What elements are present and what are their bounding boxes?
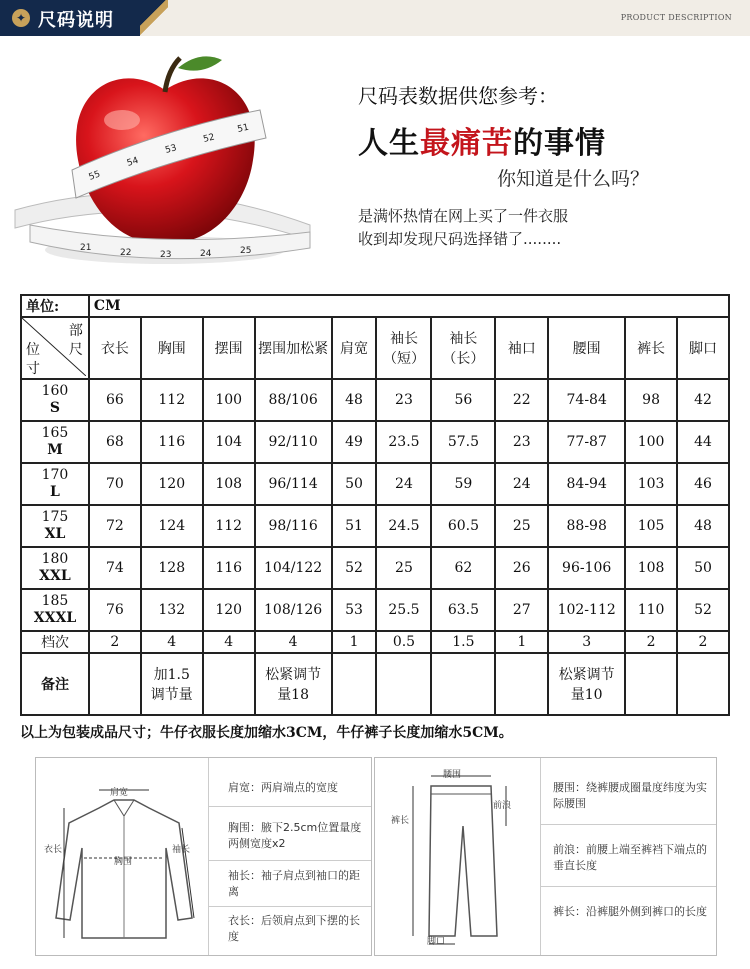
- header-subtitle: PRODUCT DESCRIPTION: [620, 13, 732, 22]
- size-value-cell: 44: [677, 421, 729, 463]
- col-header: 衣长: [89, 317, 141, 379]
- size-value-cell: 53: [332, 589, 377, 631]
- remark-row: [21, 653, 729, 715]
- svg-text:22: 22: [120, 248, 132, 258]
- header-bar: [0, 0, 750, 36]
- size-label-cell: [21, 379, 89, 421]
- header-row: [21, 317, 729, 379]
- size-label-cell: [21, 421, 89, 463]
- svg-text:24: 24: [200, 249, 212, 259]
- pants-divider: [540, 758, 541, 955]
- size-value-cell: 48: [332, 379, 377, 421]
- corner-cun: 寸: [26, 361, 40, 377]
- intro-question: 你知道是什么吗？: [497, 168, 650, 190]
- size-value-cell: 132: [141, 589, 203, 631]
- remark-cell: [495, 653, 548, 715]
- size-value-cell: 120: [141, 463, 203, 505]
- grade-cell: 1: [495, 631, 548, 653]
- shirt-label-shoulder: 肩宽: [110, 788, 129, 798]
- note-divider: [208, 906, 371, 907]
- col-header: 摆围加松紧: [255, 317, 332, 379]
- grade-cell: 4: [255, 631, 332, 653]
- col-header: 袖长（长）: [431, 317, 495, 379]
- remark-cell: [332, 653, 377, 715]
- size-value-cell: 48: [677, 505, 729, 547]
- size-value-cell: 108: [625, 547, 677, 589]
- grade-cell: 0.5: [376, 631, 431, 653]
- grade-cell: 4: [203, 631, 255, 653]
- size-value-cell: 23.5: [376, 421, 431, 463]
- pants-diagram: [391, 766, 531, 951]
- size-value-cell: 25: [376, 547, 431, 589]
- shirt-divider: [208, 758, 209, 955]
- note-divider: [208, 860, 371, 861]
- size-value-cell: 84-94: [548, 463, 625, 505]
- size-label-cell: [21, 547, 89, 589]
- size-value-cell: 50: [677, 547, 729, 589]
- intro-headline: [358, 118, 606, 162]
- svg-text:55: 55: [87, 169, 102, 183]
- unit-row: [21, 295, 729, 317]
- pants-label-waist: 腰围: [443, 770, 462, 780]
- headline-red: 最痛苦: [420, 126, 513, 161]
- size-value-cell: 98/116: [255, 505, 332, 547]
- intro-line: 尺码表数据供您参考：: [358, 84, 558, 108]
- size-value-cell: 96-106: [548, 547, 625, 589]
- size-value-cell: 24: [376, 463, 431, 505]
- size-value-cell: 116: [141, 421, 203, 463]
- svg-text:52: 52: [202, 132, 216, 145]
- corner-bu: 部: [68, 323, 83, 339]
- intro-body-line1: 是满怀热情在网上买了一件衣服: [358, 207, 569, 225]
- size-row: [21, 379, 729, 421]
- size-value-cell: 96/114: [255, 463, 332, 505]
- size-value-cell: 108: [203, 463, 255, 505]
- intro-body-line2: 收到却发现尺码选择错了........: [358, 230, 562, 248]
- size-value-cell: 62: [431, 547, 495, 589]
- svg-text:53: 53: [164, 143, 178, 156]
- note-divider: [540, 824, 716, 825]
- height-number: 180: [41, 551, 69, 567]
- size-value-cell: 22: [495, 379, 548, 421]
- svg-text:51: 51: [236, 122, 250, 135]
- size-value-cell: 49: [332, 421, 377, 463]
- height-number: 160: [41, 383, 69, 399]
- size-value-cell: 102-112: [548, 589, 625, 631]
- col-header: 肩宽: [332, 317, 377, 379]
- shirt-label-length: 衣长: [44, 845, 63, 855]
- size-value-cell: 57.5: [431, 421, 495, 463]
- size-value-cell: 23: [376, 379, 431, 421]
- size-value-cell: 108/126: [255, 589, 332, 631]
- size-label-cell: [21, 589, 89, 631]
- height-number: 165: [41, 425, 69, 441]
- shirt-note: 袖长：袖子肩点到袖口的距离: [228, 869, 360, 898]
- size-code: XXL: [39, 568, 71, 584]
- size-value-cell: 92/110: [255, 421, 332, 463]
- size-value-cell: 76: [89, 589, 141, 631]
- col-header: 袖口: [495, 317, 548, 379]
- grade-label: 档次: [21, 631, 89, 653]
- size-value-cell: 77-87: [548, 421, 625, 463]
- svg-text:54: 54: [125, 155, 140, 169]
- size-value-cell: 27: [495, 589, 548, 631]
- remark-cell: [203, 653, 255, 715]
- grade-cell: 2: [625, 631, 677, 653]
- size-value-cell: 112: [141, 379, 203, 421]
- size-value-cell: 24.5: [376, 505, 431, 547]
- pants-label-rise: 前浪: [493, 801, 512, 811]
- size-code: M: [47, 442, 63, 458]
- remark-cell: [89, 653, 141, 715]
- size-row: [21, 421, 729, 463]
- footnote: 以上为包装成品尺寸；牛仔衣服长度加缩水3CM，牛仔裤子长度加缩水5CM。: [20, 725, 513, 741]
- shirt-label-chest: 胸围: [114, 857, 133, 867]
- headline-post: 的事情: [513, 126, 606, 161]
- size-code: L: [50, 484, 60, 500]
- remark-waist: 松紧调节量10: [548, 653, 625, 715]
- pants-note: 前浪：前腰上端至裤裆下端点的垂直长度: [553, 843, 707, 872]
- size-row: [21, 505, 729, 547]
- size-value-cell: 25: [495, 505, 548, 547]
- size-chart-table: [20, 294, 730, 716]
- size-value-cell: 120: [203, 589, 255, 631]
- size-value-cell: 60.5: [431, 505, 495, 547]
- note-divider: [208, 806, 371, 807]
- size-value-cell: 128: [141, 547, 203, 589]
- size-value-cell: 68: [89, 421, 141, 463]
- size-label-cell: [21, 505, 89, 547]
- grade-row: [21, 631, 729, 653]
- size-value-cell: 66: [89, 379, 141, 421]
- note-divider: [540, 886, 716, 887]
- grade-cell: 2: [89, 631, 141, 653]
- height-number: 185: [41, 593, 69, 609]
- shirt-note: 衣长：后领肩点到下摆的长度: [228, 914, 360, 943]
- unit-value: CM: [89, 295, 729, 317]
- col-header: 脚口: [677, 317, 729, 379]
- size-value-cell: 56: [431, 379, 495, 421]
- shirt-note: 肩宽：两肩端点的宽度: [228, 781, 338, 794]
- col-header: 腰围: [548, 317, 625, 379]
- size-value-cell: 105: [625, 505, 677, 547]
- headline-pre: 人生: [358, 126, 420, 161]
- svg-text:21: 21: [80, 243, 92, 253]
- size-value-cell: 52: [332, 547, 377, 589]
- size-row: [21, 463, 729, 505]
- size-code: XXXL: [33, 610, 77, 626]
- corner-diagonal: [22, 318, 86, 376]
- size-value-cell: 74: [89, 547, 141, 589]
- size-value-cell: 59: [431, 463, 495, 505]
- size-value-cell: 88/106: [255, 379, 332, 421]
- svg-text:23: 23: [160, 250, 172, 260]
- size-value-cell: 100: [203, 379, 255, 421]
- size-value-cell: 42: [677, 379, 729, 421]
- pants-guide-panel: [374, 757, 717, 956]
- pants-label-length: 裤长: [391, 816, 410, 826]
- size-code: XL: [44, 526, 66, 542]
- size-value-cell: 104: [203, 421, 255, 463]
- corner-chi: 尺: [68, 342, 83, 358]
- remark-cell: [376, 653, 431, 715]
- height-number: 175: [41, 509, 69, 525]
- size-value-cell: 104/122: [255, 547, 332, 589]
- grade-cell: 2: [677, 631, 729, 653]
- size-value-cell: 116: [203, 547, 255, 589]
- size-value-cell: 24: [495, 463, 548, 505]
- size-row: [21, 547, 729, 589]
- size-value-cell: 70: [89, 463, 141, 505]
- remark-chest: 加1.5调节量: [141, 653, 203, 715]
- size-value-cell: 112: [203, 505, 255, 547]
- size-value-cell: 74-84: [548, 379, 625, 421]
- remark-cell: [431, 653, 495, 715]
- shirt-note: 胸围：腋下2.5cm位置量度两侧宽度x2: [228, 821, 362, 850]
- height-number: 170: [41, 467, 69, 483]
- pants-note: 裤长：沿裤腿外侧到裤口的长度: [553, 905, 707, 918]
- size-value-cell: 88-98: [548, 505, 625, 547]
- size-value-cell: 46: [677, 463, 729, 505]
- pants-label-hem: 脚口: [427, 937, 446, 947]
- remark-cell: [625, 653, 677, 715]
- grade-cell: 3: [548, 631, 625, 653]
- col-header: 摆围: [203, 317, 255, 379]
- pants-note: 腰围：绕裤腰成圈量度纬度为实际腰围: [553, 781, 707, 810]
- col-header: 裤长: [625, 317, 677, 379]
- size-value-cell: 50: [332, 463, 377, 505]
- header-stripe: [140, 0, 168, 36]
- size-value-cell: 23: [495, 421, 548, 463]
- corner-wei: 位: [26, 342, 40, 358]
- size-rows: [21, 379, 729, 631]
- page-title: 尺码说明: [38, 10, 114, 31]
- size-value-cell: 72: [89, 505, 141, 547]
- size-value-cell: 103: [625, 463, 677, 505]
- shirt-circle-icon: ✦: [12, 9, 30, 27]
- size-value-cell: 100: [625, 421, 677, 463]
- size-value-cell: 51: [332, 505, 377, 547]
- apple-measuring-tape-image: [10, 50, 320, 280]
- remark-label: 备注: [21, 653, 89, 715]
- size-label-cell: [21, 463, 89, 505]
- remark-cell: [677, 653, 729, 715]
- shirt-guide-panel: [35, 757, 372, 956]
- size-value-cell: 52: [677, 589, 729, 631]
- size-value-cell: 110: [625, 589, 677, 631]
- grade-cell: 4: [141, 631, 203, 653]
- size-value-cell: 63.5: [431, 589, 495, 631]
- col-header: 胸围: [141, 317, 203, 379]
- size-value-cell: 98: [625, 379, 677, 421]
- grade-cell: 1.5: [431, 631, 495, 653]
- size-value-cell: 124: [141, 505, 203, 547]
- size-value-cell: 25.5: [376, 589, 431, 631]
- col-header: 袖长（短）: [376, 317, 431, 379]
- size-code: S: [49, 400, 61, 416]
- unit-label: 单位:: [21, 295, 89, 317]
- remark-hem: 松紧调节量18: [255, 653, 332, 715]
- size-value-cell: 26: [495, 547, 548, 589]
- size-row: [21, 589, 729, 631]
- corner-cell: [21, 317, 89, 379]
- svg-text:25: 25: [240, 246, 252, 256]
- grade-cell: 1: [332, 631, 377, 653]
- shirt-label-sleeve: 袖长: [172, 845, 191, 855]
